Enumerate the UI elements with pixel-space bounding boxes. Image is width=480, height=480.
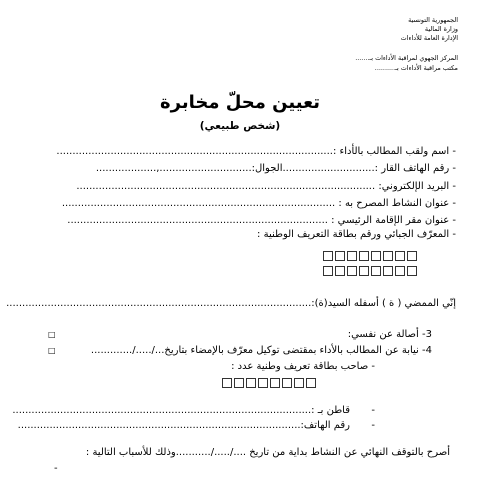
id-box[interactable] <box>258 378 268 388</box>
id-box[interactable] <box>407 251 417 261</box>
checkbox-self[interactable]: □ <box>48 330 56 339</box>
id-box[interactable] <box>222 378 232 388</box>
option-self: 3- أصالة عن نفسي: <box>347 329 432 340</box>
header-regional-center: المركز الجهوي لمراقبة الأداءات بـ....... <box>355 54 458 62</box>
field-email: - البريد الإلكتروني: .............................................................................................. <box>76 181 456 192</box>
header-control-office: مكتب مراقبة الأداءات بـ.......... <box>374 64 458 72</box>
id-box[interactable] <box>395 251 405 261</box>
id-box[interactable] <box>347 266 357 276</box>
id-box[interactable] <box>270 378 280 388</box>
tax-id-boxes[interactable] <box>323 251 419 261</box>
id-box[interactable] <box>294 378 304 388</box>
field-name: - اسم ولقب المطالب بالأداء :....................................................................................... <box>56 146 456 157</box>
holder-id-boxes[interactable] <box>222 378 318 388</box>
id-box[interactable] <box>383 251 393 261</box>
field-main-residence: - عنوان مقر الإقامة الرئيسي : .................................................................................. <box>67 215 456 226</box>
holder-id-label: - صاحب بطاقة تعريف وطنية عدد : <box>231 361 375 372</box>
id-box[interactable] <box>359 251 369 261</box>
stop-statement: أصرح بالتوقف النهائي عن النشاط بداية من تاريخ ..../...../...........وذلك للأسباب التالية : <box>85 447 450 458</box>
id-box[interactable] <box>335 251 345 261</box>
id-box[interactable] <box>323 251 333 261</box>
checkbox-proxy[interactable]: □ <box>48 346 56 355</box>
page-title: تعيين محلّ مخابرة <box>160 92 320 113</box>
id-box[interactable] <box>306 378 316 388</box>
id-box[interactable] <box>371 266 381 276</box>
id-box[interactable] <box>347 251 357 261</box>
id-box[interactable] <box>234 378 244 388</box>
reason-dash: - <box>54 463 58 474</box>
option-proxy: 4- نيابة عن المطالب بالأداء بمقتضى توكيل معرّف بالإمضاء بتاريخ.../...../............. <box>90 345 432 356</box>
header-republic: الجمهورية التونسية <box>408 16 458 24</box>
id-box[interactable] <box>359 266 369 276</box>
id-box[interactable] <box>371 251 381 261</box>
header-directorate: الإدارة العامة للأداءات <box>400 34 458 42</box>
id-box[interactable] <box>282 378 292 388</box>
phone-dash: - <box>371 420 375 431</box>
id-box[interactable] <box>407 266 417 276</box>
id-box[interactable] <box>246 378 256 388</box>
page-subtitle: (شخص طبيعي) <box>199 120 281 132</box>
field-activity-address: - عنوان النشاط المصرح به : ...................................................................................... <box>61 198 456 209</box>
field-ids-label: - المعرّف الجبائي ورقم بطاقة التعريف الوطنية : <box>257 229 456 240</box>
national-id-boxes[interactable] <box>323 266 419 276</box>
resident-dash: - <box>371 405 375 416</box>
id-box[interactable] <box>335 266 345 276</box>
field-phone: - رقم الهاتف القار :.............................الجوال:.............................,................... <box>95 163 456 174</box>
id-box[interactable] <box>323 266 333 276</box>
id-box[interactable] <box>383 266 393 276</box>
id-box[interactable] <box>395 266 405 276</box>
undersigned-line: إنّي الممضي ( ة ) أسفله السيد(ة):................................................................................................ <box>6 298 456 309</box>
header-ministry: وزارة المالية <box>424 25 458 33</box>
phone-line: رقم الهاتف:......................................................................................... <box>17 420 350 431</box>
resident-line: قاطن بـ :.............................................................................................. <box>12 405 350 416</box>
